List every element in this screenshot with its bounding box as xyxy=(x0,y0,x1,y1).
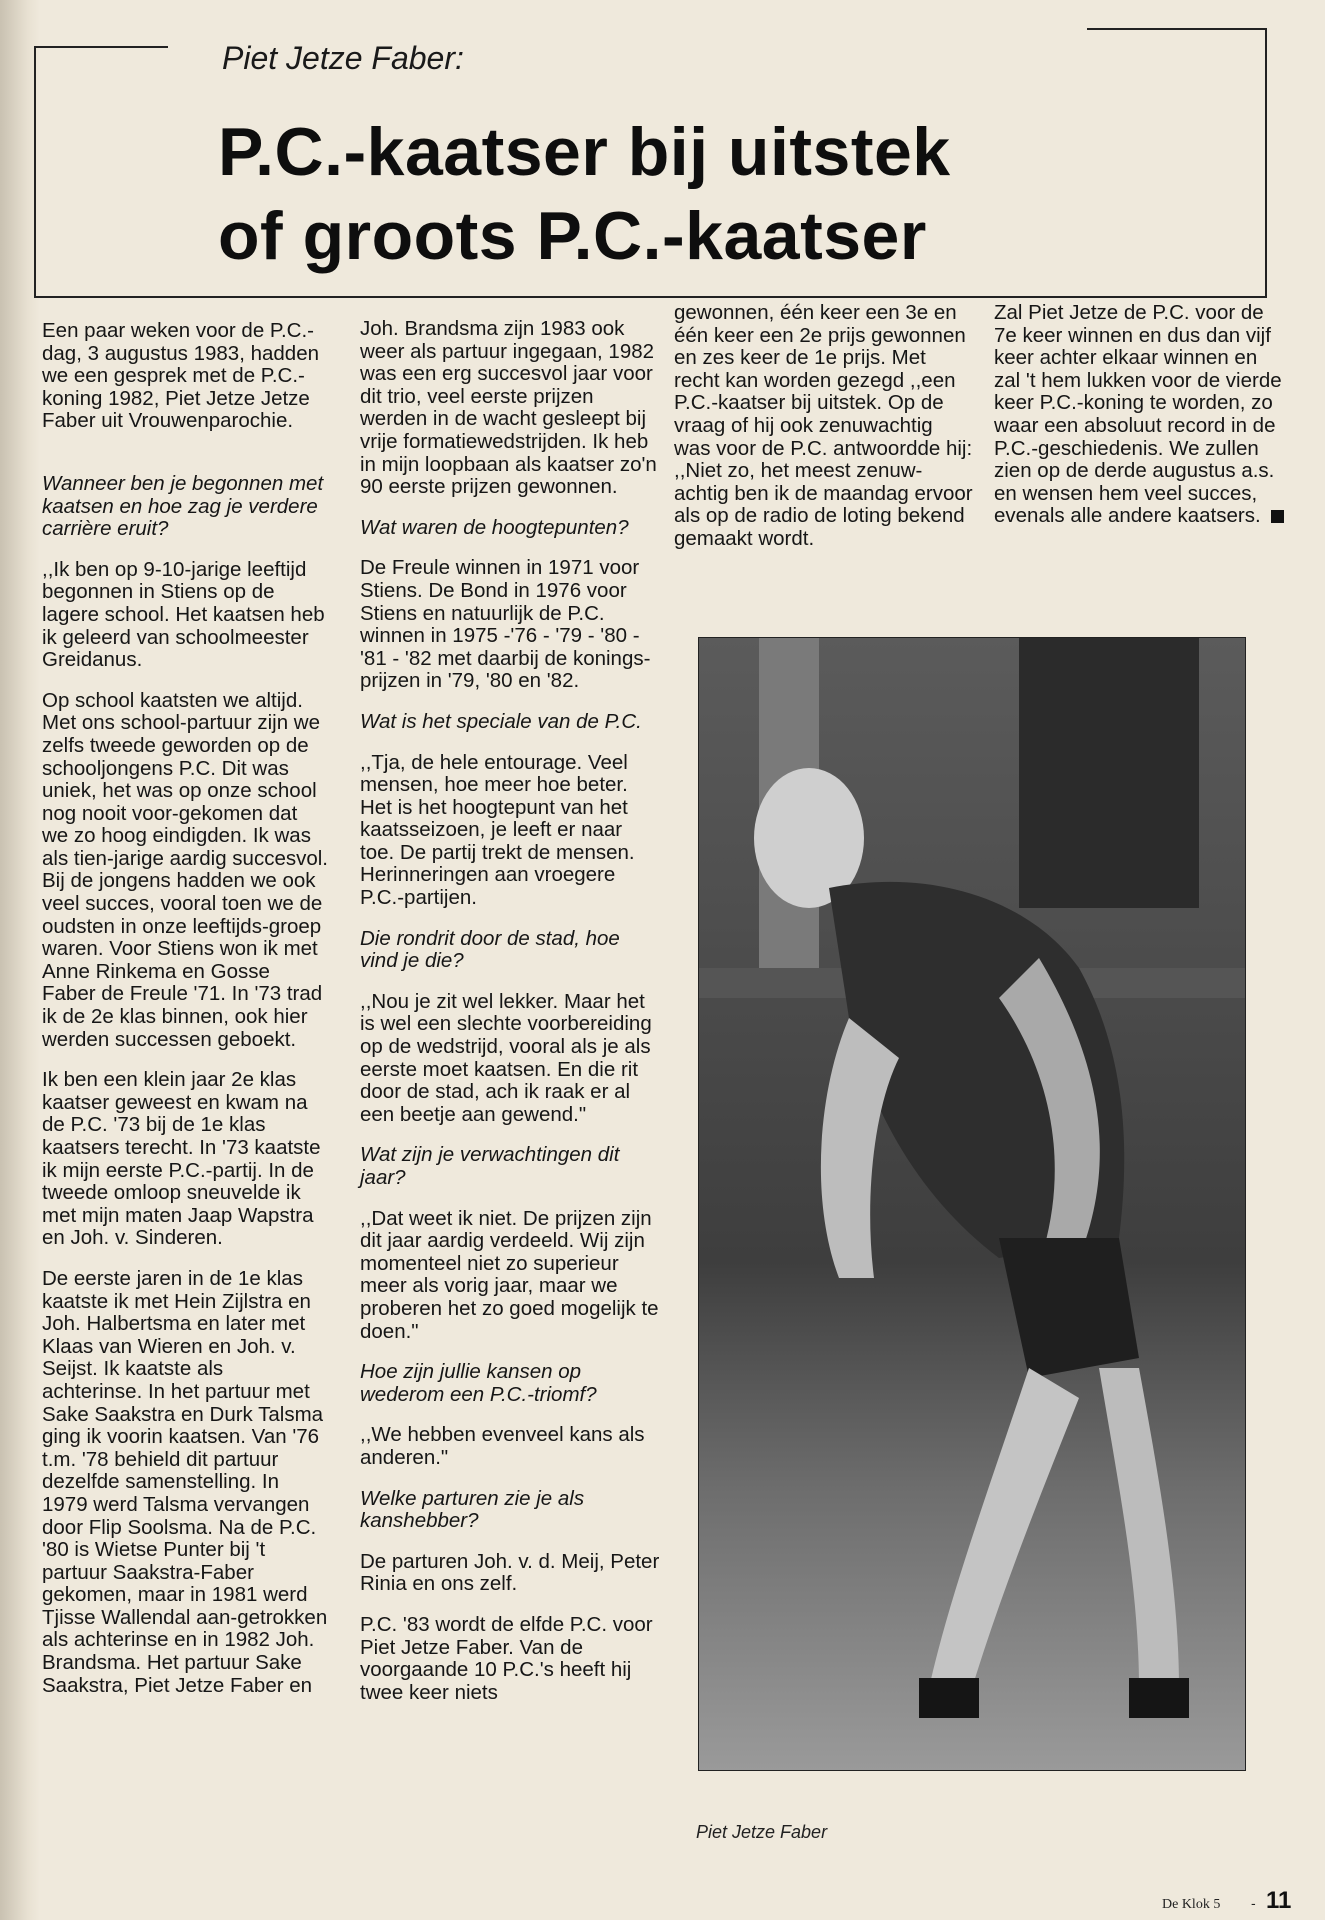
column-1 xyxy=(42,320,328,1715)
column-4-paragraph xyxy=(994,302,1284,528)
kicker: Piet Jetze Faber: xyxy=(222,40,464,76)
answer-1-paragraph-3: Ik ben een klein jaar 2e klas kaatser geweest en kwam na de P.C. '73 bij de 1e klas kaatsers terecht. In '73 kaatste ik mijn eerste P.C.-partij. In de tweede omloop sneuvelde ik met mijn maten Jaap Wapstra en Joh. v. Sinderen. xyxy=(42,1068,321,1250)
column-4 xyxy=(994,302,1284,528)
intro-paragraph: Een paar weken voor de P.C.-dag, 3 augustus 1983, hadden we een gesprek met de P.C.-koning 1982, Piet Jetze Jetze Faber uit Vrouwenparochie. xyxy=(42,319,319,433)
headline xyxy=(218,110,1218,278)
answer-6: ,,We hebben evenveel kans als anderen." xyxy=(360,1423,645,1469)
answer-1-continued: Joh. Brandsma zijn 1983 ook weer als partuur ingegaan, 1982 was een erg succesvol jaar voor dit trio, veel eerste prijzen werden in de wacht gesleept bij vrije formatiewedstrijden. Ik heb in mijn loopbaan als kaatser zo'n 90 eerste prijzen gewonnen. xyxy=(360,317,657,499)
headline-line-1: P.C.-kaatser bij uitstek xyxy=(218,114,951,190)
column-3-paragraph: gewonnen, één keer een 3e en één keer een 2e prijs gewonnen en zes keer de 1e prijs. Met recht kan worden gezegd ,,een P.C.-kaatser bij uitstek. Op de vraag of hij ook zenuwachtig was voor de P.C. antwoordde hij: ,,Niet zo, het meest zenuw-achtig ben ik de maandag ervoor als op de radio de loting bekend gemaakt wordt. xyxy=(674,301,973,550)
question-3: Wat is het speciale van de P.C. xyxy=(360,709,642,733)
answer-1-paragraph-2: Op school kaatsten we altijd. Met ons school-partuur zijn we zelfs tweede geworden op de schooljongens P.C. Dit was uniek, het was op onze school nog nooit voor-gekomen dat we zo hoog eindigden. Ik was als tien-jarige aardig succesvol. Bij de jongens hadden we ook veel succes, vooral toen we de oudsten in onze leeftijds-groep waren. Voor Stiens won ik met Anne Rinkema en Gosse Faber de Freule '71. In '73 trad ik de 2e klas binnen, ook hier werden successen geboekt. xyxy=(42,688,328,1051)
background-window xyxy=(1019,638,1199,908)
title-box-rule-left xyxy=(34,46,168,48)
player-left-shoe xyxy=(919,1678,979,1718)
headline-line-2: of groots P.C.-kaatser xyxy=(218,198,927,274)
question-5: Wat zijn je verwachtingen dit jaar? xyxy=(360,1143,620,1189)
footer-magazine: De Klok 5 xyxy=(1162,1897,1221,1912)
answer-5: ,,Dat weet ik niet. De prijzen zijn dit jaar aardig verdeeld. Wij zijn momenteel niet zo superieur meer als vorig jaar, maar we proberen het zo goed mogelijk te doen." xyxy=(360,1206,659,1343)
question-1: Wanneer ben je begonnen met kaatsen en hoe zag je verdere carrière eruit? xyxy=(42,471,324,541)
player-photo-illustration xyxy=(699,638,1246,1771)
question-6: Hoe zijn jullie kansen op wederom een P.C.-triomf? xyxy=(360,1360,597,1406)
page-number: 11 xyxy=(1266,1887,1292,1914)
answer-1-paragraph-1: ,,Ik ben op 9-10-jarige leeftijd begonnen in Stiens op de lagere school. Het kaatsen heb ik geleerd van schoolmeester Greidanus. xyxy=(42,557,325,672)
player-photo xyxy=(698,637,1246,1771)
closing-paragraph: P.C. '83 wordt de elfde P.C. voor Piet Jetze Faber. Van de voorgaande 10 P.C.'s heeft hij twee keer niets xyxy=(360,1612,653,1704)
title-box-rule-corner xyxy=(1265,28,1267,48)
question-7: Welke parturen zie je als kanshebber? xyxy=(360,1486,585,1533)
footer-separator: - xyxy=(1251,1895,1256,1911)
player-right-shoe xyxy=(1129,1678,1189,1718)
column-4-text: Zal Piet Jetze de P.C. voor de 7e keer winnen en dus dan vijf keer achter elkaar winnen en zal 't hem lukken voor de vierde keer P.C.-koning te worden, zo waar een absoluut record in de P.C.-geschiedenis. We zullen zien op de derde augustus a.s. en wensen hem veel succes, evenals alle andere kaatsers. xyxy=(994,301,1282,528)
answer-3: ,,Tja, de hele entourage. Veel mensen, hoe meer hoe beter. Het is het hoogtepunt van het kaatsseizoen, je leeft er naar toe. De partij trekt de mensen. Herinneringen aan vroegere P.C.-partijen. xyxy=(360,750,635,910)
answer-1-paragraph-4: De eerste jaren in de 1e klas kaatste ik met Hein Zijlstra en Joh. Halbertsma en later met Klaas van Wieren en Joh. v. Seijst. Ik kaatste als achterinse. In het partuur met Sake Saakstra en Durk Talsma ging ik voorin kaatsen. Van '76 t.m. '78 behield dit partuur dezelfde samenstelling. In 1979 werd Talsma vervangen door Flip Soolsma. Na de P.C. '80 is Wietse Punter bij 't partuur Saakstra-Faber gekomen, maar in 1981 werd Tjisse Wallendal aan-getrokken als achterinse en in 1982 Joh. Brandsma. Het partuur Sake Saakstra, Piet Jetze Faber en xyxy=(42,1266,328,1697)
answer-7: De parturen Joh. v. d. Meij, Peter Rinia en ons zelf. xyxy=(360,1549,660,1596)
photo-caption: Piet Jetze Faber xyxy=(696,1822,828,1842)
answer-2: De Freule winnen in 1971 voor Stiens. De Bond in 1976 voor Stiens en natuurlijk de P.C. winnen in 1975 -'76 - '79 - '80 - '81 - '82 met daarbij de konings-prijzen in '79, '80 en '82. xyxy=(360,556,651,693)
title-box-rule-right xyxy=(1087,28,1267,30)
end-mark-icon xyxy=(1271,510,1284,523)
column-3 xyxy=(674,302,974,569)
question-4: Die rondrit door de stad, hoe vind je die? xyxy=(360,926,620,973)
column-2 xyxy=(360,318,660,1722)
answer-4: ,,Nou je zit wel lekker. Maar het is wel een slechte voorbereiding op de wedstrijd, vooral als je als eerste moet kaatsen. En die rit door de stad, ach ik raak er al een beetje aan gewend." xyxy=(360,989,652,1126)
question-2: Wat waren de hoogtepunten? xyxy=(360,515,629,539)
